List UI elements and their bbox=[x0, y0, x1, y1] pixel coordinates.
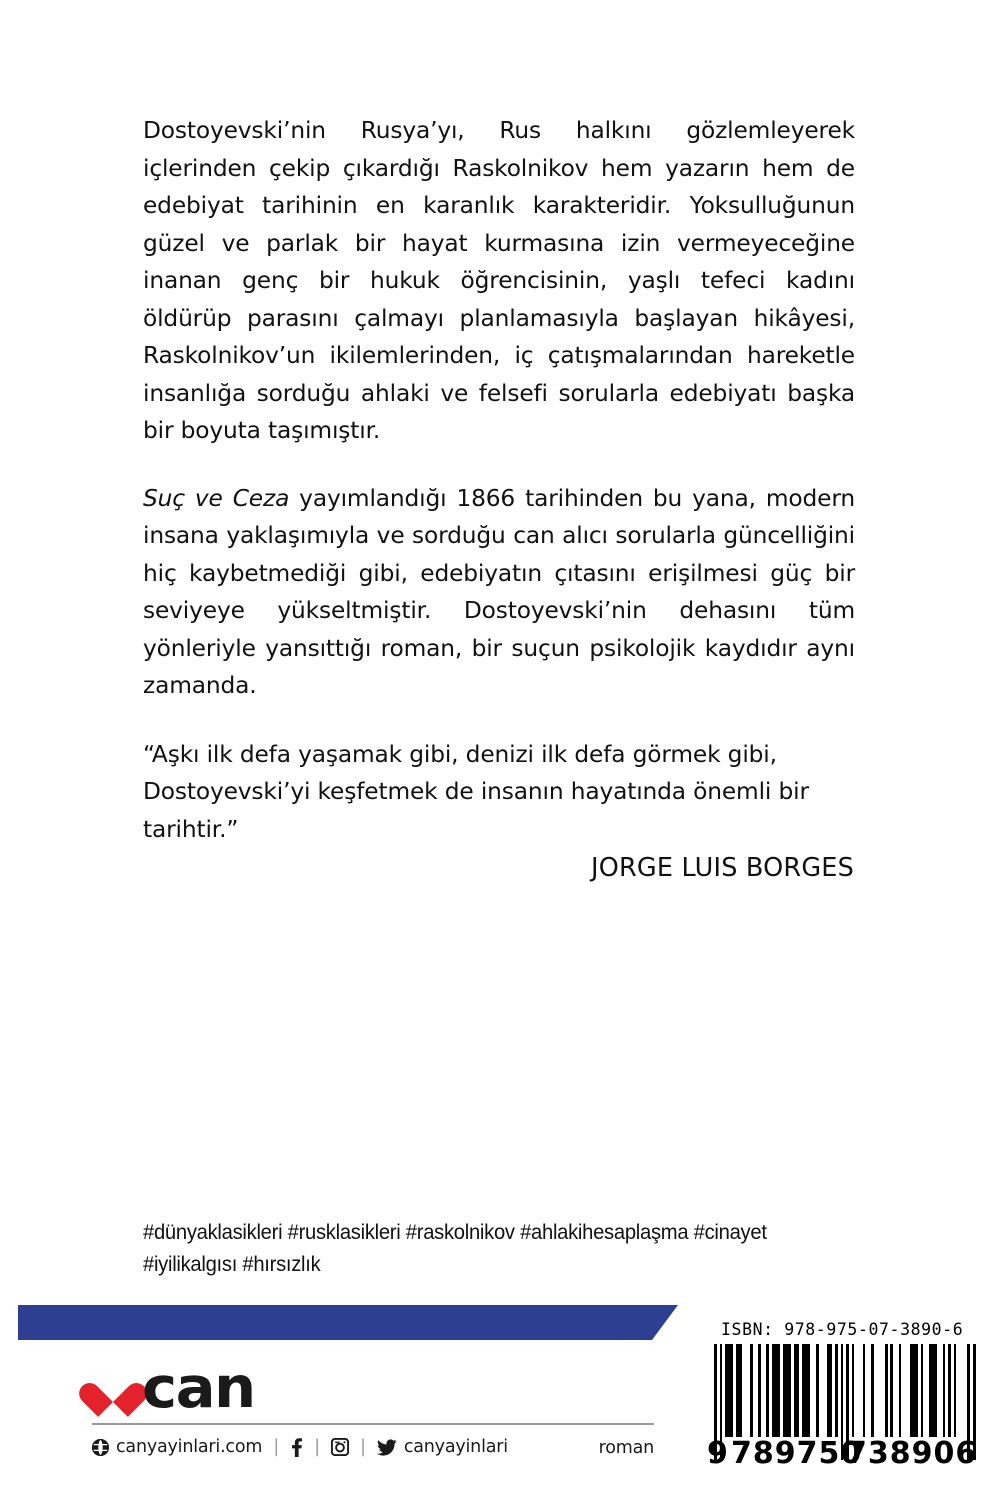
barcode-bars bbox=[714, 1344, 976, 1437]
twitter-icon[interactable] bbox=[377, 1439, 397, 1456]
hashtag-line-2: #iyilikalgısı #hırsızlık bbox=[143, 1252, 321, 1276]
ean-first-digit: 9 bbox=[707, 1436, 729, 1471]
cover-credit-artist: Nikolay Bogdanov-Belsky bbox=[189, 6, 412, 28]
separator-2: | bbox=[314, 1436, 320, 1457]
cover-credit-label: Kapak resmi: bbox=[78, 6, 190, 28]
genre-label: roman bbox=[598, 1438, 654, 1458]
separator-3: | bbox=[359, 1436, 366, 1457]
barcode-block bbox=[705, 1320, 983, 1482]
blurb-paragraph-1: Dostoyevski’nin Rusya’yı, Rus halkını gözlemleyerek içlerinden çekip çıkardığı Raskolnikov hem yazarın hem de edebiyat tarihinin en karanlık karakteridir. Yoksulluğunun güzel ve parlak bir hayat kurmasına izin vermeyeceğine inanan genç bir hukuk öğrencisinin, yaşlı tefeci kadını öldürüp parasını çalmayı planlamasıyla başlayan hikâyesi, Raskolnikov’un ikilemlerinden, iç çatışmalarından hareketle insanlığa sorduğu ahlaki ve felsefi sorularla edebiyatı başka bir boyuta taşımıştır. bbox=[143, 117, 855, 444]
hashtag-block bbox=[143, 1216, 829, 1280]
separator-1: | bbox=[273, 1436, 280, 1457]
instagram-icon[interactable] bbox=[331, 1438, 349, 1456]
ean-digits bbox=[705, 1436, 983, 1472]
facebook-icon[interactable] bbox=[290, 1438, 303, 1457]
cover-credit-band bbox=[18, 1305, 678, 1340]
quote-text: “Aşkı ilk defa yaşamak gibi, denizi ilk defa görmek gibi, Dostoyevski’yi keşfetmek de insanın hayatında önemli bir tarihtir.” bbox=[143, 740, 809, 843]
globe-icon bbox=[92, 1439, 109, 1456]
publisher-contact-row bbox=[92, 1437, 654, 1457]
publisher-wordmark: can bbox=[142, 1355, 255, 1421]
website-label[interactable]: canyayinlari.com bbox=[116, 1437, 263, 1457]
back-cover-copy bbox=[143, 112, 855, 888]
pull-quote bbox=[143, 736, 855, 889]
quote-attribution: JORGE LUIS BORGES bbox=[591, 853, 854, 883]
blurb-paragraph-2 bbox=[143, 480, 855, 705]
ean-right-group: 738906 bbox=[846, 1436, 978, 1471]
hashtag-line-1: #dünyaklasikleri #rusklasikleri #raskolnikov #ahlakihesaplaşma #cinayet bbox=[143, 1220, 767, 1244]
cover-credit-text bbox=[78, 6, 411, 29]
publisher-logo[interactable] bbox=[92, 1355, 255, 1421]
blurb-paragraph-2-rest: yayımlandığı 1866 tarihinden bu yana, modern insana yaklaşımıyla ve sorduğu can alıcı sorularla güncelliğini hiç kaybetmediği gibi, edebiyatın çıtasını erişilmesi güç bir seviyeye yükseltmiştir. Dostoyevski’nin dehasını tüm yönleriyle yansıttığı roman, bir suçun psikolojik kaydıdır aynı zamanda. bbox=[143, 484, 855, 699]
book-title-italic: Suç ve Ceza bbox=[143, 484, 290, 512]
footer-divider bbox=[92, 1423, 654, 1425]
isbn-label: ISBN: 978-975-07-3890-6 bbox=[721, 1320, 964, 1339]
heart-icon bbox=[92, 1369, 134, 1407]
ean-left-group: 789750 bbox=[731, 1436, 863, 1471]
twitter-handle-label[interactable]: canyayinlari bbox=[403, 1437, 508, 1457]
